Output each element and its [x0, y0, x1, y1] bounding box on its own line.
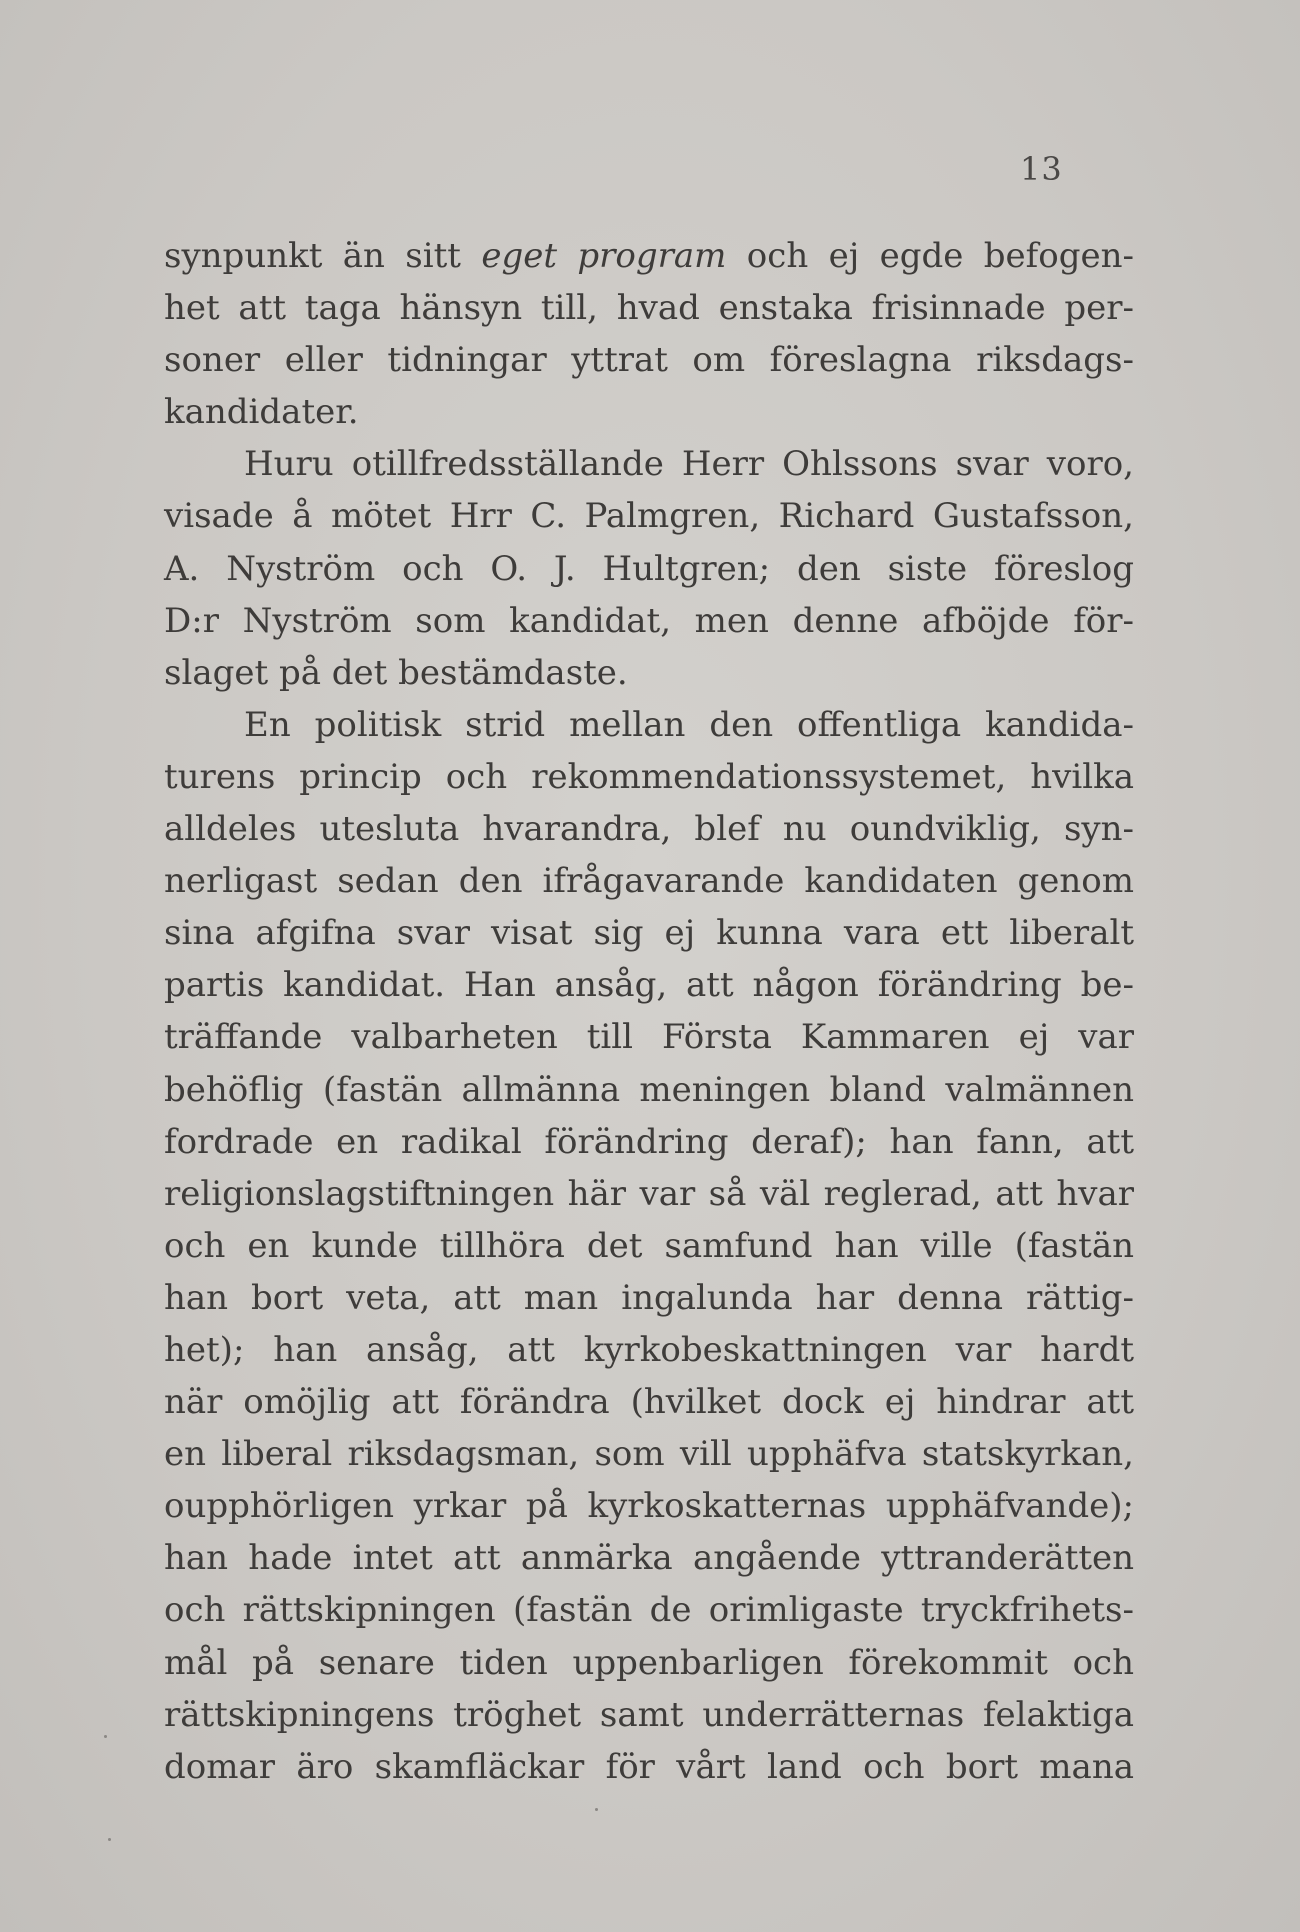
text-line: mål på senare tiden uppenbarligen förekommit och: [164, 1642, 1134, 1683]
text-line: oupphörligen yrkar på kyrkoskatternas upphäfvande);: [164, 1486, 1134, 1527]
text-segment: synpunkt än sitt: [164, 236, 482, 276]
text-line: fordrade en radikal förändring deraf); han fann, att: [164, 1121, 1134, 1162]
text-line: han bort veta, att man ingalunda har denna rättig-: [164, 1277, 1134, 1318]
text-line: och en kunde tillhöra det samfund han ville (fastän: [164, 1225, 1134, 1266]
emphasized-text: eget program: [481, 236, 727, 276]
text-line: soner eller tidningar yttrat om föreslagna riksdags-: [164, 340, 1134, 381]
text-line: het att taga hänsyn till, hvad enstaka frisinnade per-: [164, 288, 1134, 329]
text-line: träffande valbarheten till Första Kammaren ej var: [164, 1017, 1134, 1058]
text-line: visade å mötet Hrr C. Palmgren, Richard Gustafsson,: [164, 496, 1134, 537]
body-text: [164, 230, 1134, 1793]
text-line: slaget på det bestämdaste.: [164, 652, 628, 693]
text-line: han hade intet att anmärka angående yttranderätten: [164, 1538, 1134, 1579]
text-line: och rättskipningen (fastän de orimligaste tryckfrihets-: [164, 1590, 1134, 1631]
text-line: Huru otillfredsställande Herr Ohlssons svar voro,: [244, 444, 1134, 485]
text-line: alldeles utesluta hvarandra, blef nu oundviklig, syn-: [164, 809, 1134, 850]
text-line: behöflig (fastän allmänna meningen bland valmännen: [164, 1069, 1134, 1110]
page-number: 13: [1020, 150, 1063, 188]
text-line: religionslagstiftningen här var så väl reglerad, att hvar: [164, 1173, 1134, 1214]
text-line: En politisk strid mellan den offentliga kandida-: [244, 704, 1134, 745]
paper-speck: [595, 1808, 598, 1811]
text-line: rättskipningens tröghet samt underrätternas felaktiga: [164, 1694, 1134, 1735]
text-line: nerligast sedan den ifrågavarande kandidaten genom: [164, 861, 1134, 902]
text-line: sina afgifna svar visat sig ej kunna vara ett liberalt: [164, 913, 1134, 954]
text-line: [164, 230, 1134, 282]
paper-speck: [104, 1735, 107, 1738]
text-line: domar äro skamfläckar för vårt land och bort mana: [164, 1746, 1134, 1787]
text-line: turens princip och rekommendationssystemet, hvilka: [164, 756, 1134, 797]
text-line: när omöjlig att förändra (hvilket dock ej hindrar att: [164, 1382, 1134, 1423]
paper-speck: [108, 1838, 111, 1841]
text-line: A. Nyström och O. J. Hultgren; den siste föreslog: [164, 548, 1134, 589]
text-line: D:r Nyström som kandidat, men denne afböjde för-: [164, 600, 1134, 641]
text-line: en liberal riksdagsman, som vill upphäfva statskyrkan,: [164, 1434, 1134, 1475]
text-line: het); han ansåg, att kyrkobeskattningen var hardt: [164, 1329, 1134, 1370]
text-segment: och ej egde befogen-: [726, 236, 1134, 276]
text-line: partis kandidat. Han ansåg, att någon förändring be-: [164, 965, 1134, 1006]
text-line: kandidater.: [164, 392, 359, 433]
